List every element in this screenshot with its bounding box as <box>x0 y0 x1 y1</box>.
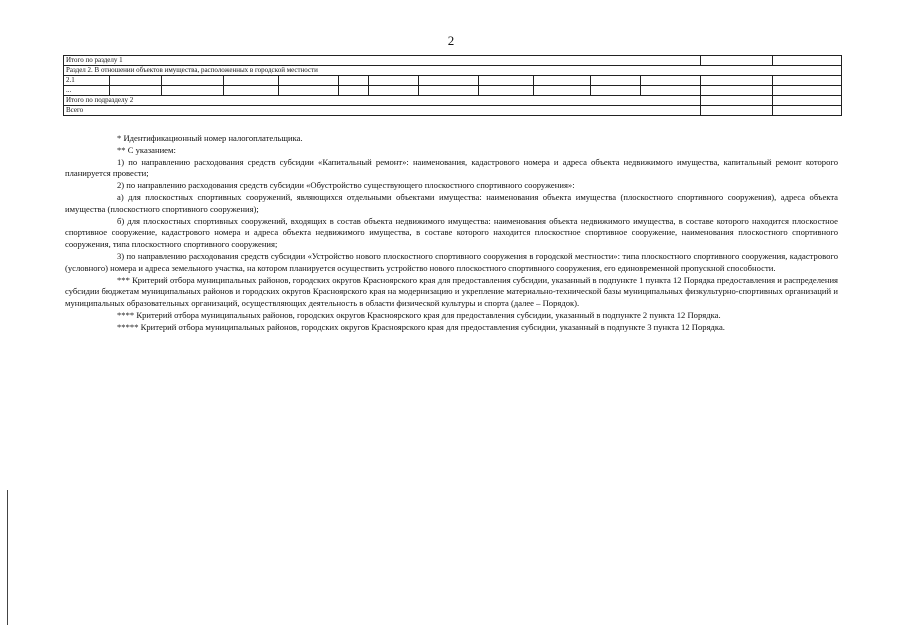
row-number: 2.1 <box>64 76 110 86</box>
footnote-item-1: 1) по направлению расходования средств субсидии «Капитальный ремонт»: наименования, кадастрового номера и адреса объекта недвижимого имущества, капитальный ремонт которого планируется провести; <box>65 156 838 179</box>
footnote-item-2: 2) по направлению расходования средств субсидии «Обустройство существующего плоскостного спортивного сооружения»: <box>117 180 575 191</box>
row-ellipsis: ... <box>64 86 110 96</box>
table-row-ellipsis <box>64 86 842 96</box>
table-row-2-1 <box>64 76 842 86</box>
table-row-section1-total <box>64 56 842 66</box>
grand-total-label: Всего <box>64 106 701 116</box>
page-number: 2 <box>447 33 455 48</box>
footnote-criterion-2: **** Критерий отбора муниципальных районов, городских округов Красноярского края для предоставления субсидии, указанный в подпункте 2 пункта 12 Порядка. <box>117 309 721 320</box>
footnote-inn: * Идентификационный номер налогоплательщика. <box>117 133 303 143</box>
table-row-subsection2-total <box>64 96 842 106</box>
section1-total-label: Итого по разделу 1 <box>64 56 701 66</box>
report-table <box>63 55 842 116</box>
footnote-item-2b: б) для плоскостных спортивных сооружений, входящих в состав объекта недвижимого имущества: наименования объекта недвижимого имущества, в составе которого находится плоскостное спортивное сооружение, кадастрового номера и адреса объекта недвижимого имущества, в составе которого находится плоскостное спортивное сооружение, наименования плоскостного спортивного сооружения, типа плоскостного спортивного сооружения; <box>65 215 838 250</box>
footnotes <box>65 133 838 334</box>
scan-edge-line <box>7 490 8 625</box>
footnote-with-indication: ** С указанием: <box>117 144 176 155</box>
footnote-criterion-1: *** Критерий отбора муниципальных районов, городских округов Красноярского края для предоставления субсидии, указанный в подпункте 1 пункта 12 Порядка предоставления и распределения субсидии бюджетам муниципальных районов и городских округов Красноярского края на модернизацию и укрепление материально-технической базы муниципальных физкультурно-спортивных организаций и муниципальных образовательных организаций, осуществляющих деятельность в области физической культуры и спорта (далее – Порядок). <box>65 274 838 309</box>
footnote-item-3: 3) по направлению расходования средств субсидии «Устройство нового плоскостного спортивного сооружения в городской местности»: типа плоскостного спортивного сооружения, кадастрового (условного) номера и адреса земельного участка, на котором планируется осуществить устройство нового плоскостного спортивного сооружения, его единовременной пропускной способности. <box>65 250 838 273</box>
table-row-grand-total <box>64 106 842 116</box>
footnote-item-2a: а) для плоскостных спортивных сооружений, являющихся отдельными объектами имущества: наименования объекта имущества (плоскостного спортивного сооружения), адреса объекта имущества (плоскостного спортивного сооружения); <box>65 191 838 214</box>
section2-title-label: Раздел 2. В отношении объектов имущества, расположенных в городской местности <box>64 66 842 76</box>
subsection2-total-label: Итого по подразделу 2 <box>64 96 701 106</box>
footnote-criterion-3: ***** Критерий отбора муниципальных районов, городских округов Красноярского края для предоставления субсидии, указанный в подпункте 3 пункта 12 Порядка. <box>117 321 725 332</box>
table-row-section2-title <box>64 66 842 76</box>
